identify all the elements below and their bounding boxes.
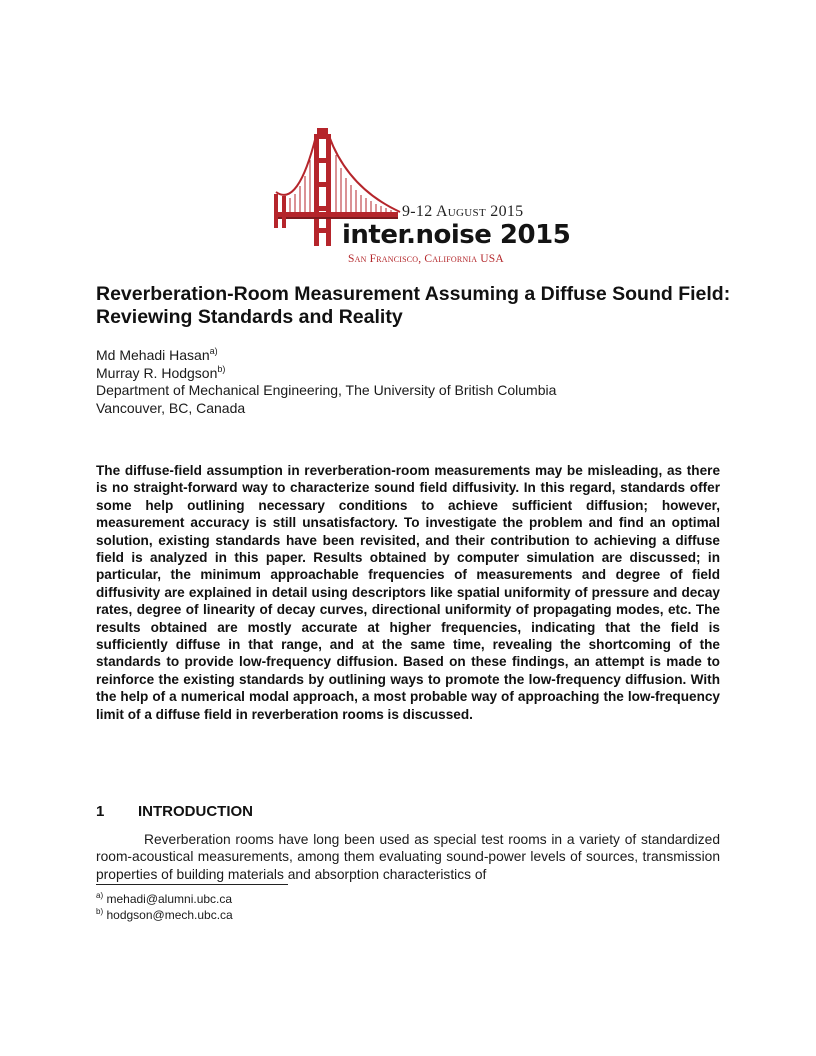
conference-name: inter.noise 2015 <box>342 220 571 250</box>
footnote-divider <box>96 884 288 885</box>
footnotes <box>96 891 233 923</box>
conference-date: 9-12 August 2015 <box>402 203 524 220</box>
conference-location: San Francisco, California USA <box>348 253 504 265</box>
section-number: 1 <box>96 803 105 820</box>
footnote-email[interactable]: hodgson@mech.ubc.ca <box>106 908 233 922</box>
author-line <box>96 347 736 365</box>
body-paragraph: Reverberation rooms have long been used as special test rooms in a variety of standardized room-acoustical measurements, among them evaluating sound-power levels of sources, transmission properties of building materials and absorption characteristics of <box>96 832 720 882</box>
conference-logo <box>268 128 571 268</box>
abstract: The diffuse-field assumption in reverberation-room measurements may be misleading, as there is no straight-forward way to characterize sound field diffusivity. In this regard, standards offer some help outlining necessary conditions to achieve sufficient diffusion; however, measurement accuracy is still unsatisfactory. To investigate the problem and find an optimal solution, existing standards have been revisited, and their contribution to achieving a diffuse field is analyzed in this paper. Results obtained by computer simulation are discussed; in particular, the minimum approachable frequencies of measurements and degree of field diffusivity are explained in detail using descriptors like spatial uniformity of pressure and decay rates, degree of linearity of decay curves, directional uniformity of propagating modes, etc. The results obtained are mostly accurate at higher frequencies, indicating that the field is sufficiently diffuse in that range, and at the same time, revealing the shortcoming of the standards to provide low-frequency diffusion. Based on these findings, an attempt is made to reinforce the existing standards by outlining ways to promote the low-frequency diffusion. With the help of a numerical modal approach, a most probable way of approaching the low-frequency limit of a diffuse field in reverberation rooms is discussed. <box>96 463 720 722</box>
author-name: Murray R. Hodgson <box>96 364 218 381</box>
footnote-mark: a) <box>96 891 104 900</box>
section-heading <box>96 803 253 820</box>
footnote-email[interactable]: mehadi@alumni.ubc.ca <box>106 892 233 906</box>
author-block <box>96 347 736 417</box>
footnote-mark: b) <box>96 907 104 916</box>
author-location: Vancouver, BC, Canada <box>96 399 246 416</box>
section-title: INTRODUCTION <box>138 803 253 820</box>
author-name: Md Mehadi Hasan <box>96 347 210 363</box>
affiliation: Department of Mechanical Engineering, The University of British Columbia <box>96 382 557 398</box>
author-line <box>96 365 736 383</box>
footnote <box>96 907 233 923</box>
paper-title: Reverberation-Room Measurement Assuming a Diffuse Sound Field: Reviewing Standards and Reality <box>96 283 731 328</box>
author-footnote-mark: a) <box>209 346 218 356</box>
footnote <box>96 891 233 907</box>
author-footnote-mark: b) <box>217 363 226 374</box>
